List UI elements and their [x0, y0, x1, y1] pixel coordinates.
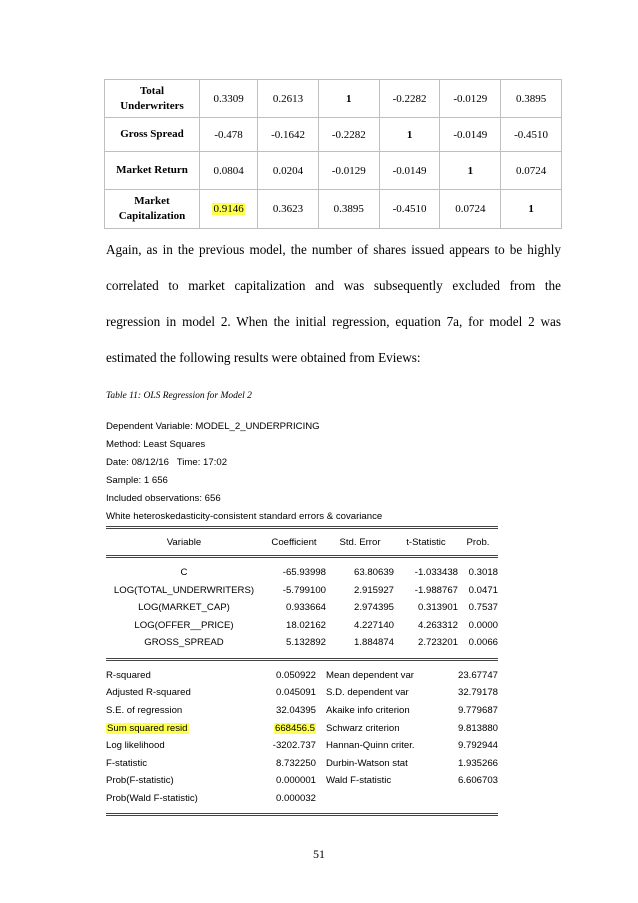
- stat-value: -3202.737: [272, 740, 316, 752]
- std-error-value: 4.227140: [353, 619, 394, 631]
- table-cell: -0.0129: [440, 80, 501, 118]
- stat-row: [106, 684, 498, 702]
- stat-row: [106, 754, 498, 772]
- stat-row: [106, 719, 498, 737]
- stat-label: F-statistic: [106, 757, 148, 769]
- table-row: [105, 190, 562, 229]
- table-cell: 0.0204: [258, 152, 319, 190]
- stat-value: 32.04395: [275, 704, 316, 716]
- t-statistic-value: 2.723201: [417, 637, 458, 649]
- stat-label: Wald F-statistic: [326, 775, 392, 787]
- table-row: [105, 152, 562, 190]
- table-cell: 1: [440, 152, 501, 190]
- table-cell: 0.3309: [200, 80, 258, 118]
- table-caption: Table 11: OLS Regression for Model 2: [106, 391, 252, 401]
- table-row: [105, 80, 562, 118]
- table-cell: -0.4510: [501, 118, 562, 152]
- table-row: [106, 564, 498, 582]
- highlighted-value: 668456.5: [274, 722, 315, 734]
- row-label: Total Underwriters: [105, 80, 200, 118]
- meta-line: Included observations: 656: [106, 493, 221, 504]
- stat-row: [106, 702, 498, 720]
- table-cell: 0.3895: [318, 190, 379, 229]
- stat-value: 0.000001: [275, 775, 316, 787]
- header-std-error: Std. Error: [339, 536, 381, 548]
- variable-name: LOG(OFFER__PRICE): [134, 619, 234, 631]
- page-number: 51: [313, 847, 325, 861]
- table-row: [106, 634, 498, 652]
- stat-row: [106, 790, 498, 808]
- table-cell: 0.0804: [200, 152, 258, 190]
- stat-label: R-squared: [106, 669, 151, 681]
- t-statistic-value: 4.263312: [417, 619, 458, 631]
- row-label: Market Capitalization: [105, 190, 200, 229]
- table-cell: -0.2282: [379, 80, 440, 118]
- stat-value: 23.67747: [457, 669, 498, 681]
- stat-label: Prob(F-statistic): [106, 775, 174, 787]
- stat-value: 6.606703: [457, 775, 498, 787]
- table-cell: 0.3895: [501, 80, 562, 118]
- stat-label: Adjusted R-squared: [106, 687, 191, 699]
- row-label: Gross Spread: [105, 118, 200, 152]
- stat-value: 0.045091: [275, 687, 316, 699]
- stat-row: [106, 667, 498, 685]
- std-error-value: 1.884874: [353, 637, 394, 649]
- prob-value: 0.0471: [468, 584, 498, 596]
- stat-value: 0.000032: [275, 792, 316, 804]
- stat-value: 9.813880: [457, 722, 498, 734]
- stat-label: S.D. dependent var: [326, 687, 409, 699]
- stat-value: 1.935266: [457, 757, 498, 769]
- meta-line: Method: Least Squares: [106, 439, 206, 450]
- stat-label: S.E. of regression: [106, 704, 183, 716]
- variable-name: LOG(TOTAL_UNDERWRITERS): [113, 584, 255, 596]
- table-cell: -0.0149: [440, 118, 501, 152]
- stat-value: 9.792944: [457, 740, 498, 752]
- coefficient-value: -5.799100: [282, 584, 326, 596]
- row-label: Market Return: [105, 152, 200, 190]
- header-prob: Prob.: [466, 536, 490, 548]
- std-error-value: 2.915927: [353, 584, 394, 596]
- table-cell: -0.4510: [379, 190, 440, 229]
- table-cell: 0.0724: [440, 190, 501, 229]
- table-cell: 0.3623: [258, 190, 319, 229]
- coefficient-header: [106, 529, 498, 555]
- table-cell: 0.0724: [501, 152, 562, 190]
- coefficient-value: -65.93998: [282, 567, 326, 579]
- highlighted-label: Sum squared resid: [107, 722, 188, 734]
- stat-label: Log likelihood: [106, 740, 165, 752]
- stat-label: Schwarz criterion: [326, 722, 400, 734]
- stat-label: [106, 723, 250, 734]
- stat-label: Hannan-Quinn criter.: [326, 740, 415, 752]
- table-cell: 0.2613: [258, 80, 319, 118]
- table-row: [106, 582, 498, 600]
- stat-row: [106, 772, 498, 790]
- prob-value: 0.0066: [468, 637, 498, 649]
- regression-output: [106, 418, 498, 816]
- table-row: [106, 599, 498, 617]
- table-row: [105, 118, 562, 152]
- coefficient-value: 0.933664: [285, 602, 326, 614]
- table-cell: 1: [379, 118, 440, 152]
- double-rule: [106, 813, 498, 816]
- stat-row: [106, 737, 498, 755]
- table-cell: -0.478: [200, 118, 258, 152]
- prob-value: 0.3018: [468, 567, 498, 579]
- prob-value: 0.0000: [468, 619, 498, 631]
- header-t-statistic: t-Statistic: [406, 536, 446, 548]
- variable-name: LOG(MARKET_CAP): [138, 602, 230, 614]
- table-cell: [200, 190, 258, 229]
- stat-label: Prob(Wald F-statistic): [106, 792, 198, 804]
- header-coefficient: Coefficient: [271, 536, 317, 548]
- correlation-table: [104, 79, 562, 229]
- coefficient-value: 5.132892: [285, 637, 326, 649]
- table-cell: -0.0149: [379, 152, 440, 190]
- meta-line: White heteroskedasticity-consistent standard errors & covariance: [106, 511, 383, 522]
- variable-name: C: [180, 567, 188, 579]
- stat-value: 8.732250: [275, 757, 316, 769]
- std-error-value: 2.974395: [353, 602, 394, 614]
- prob-value: 0.7537: [468, 602, 498, 614]
- header-variable: Variable: [166, 536, 202, 548]
- meta-line: Sample: 1 656: [106, 475, 168, 486]
- table-cell: -0.2282: [318, 118, 379, 152]
- meta-line: Dependent Variable: MODEL_2_UNDERPRICING: [106, 421, 320, 432]
- stat-label: Durbin-Watson stat: [326, 757, 408, 769]
- table-row: [106, 617, 498, 635]
- stat-value: 0.050922: [275, 669, 316, 681]
- table-cell: 1: [501, 190, 562, 229]
- body-paragraph: Again, as in the previous model, the number of shares issued appears to be highly correlated to market capitalization and was subsequently excluded from the regression in model 2. When the initial regression, equation 7a, for model 2 was estimated the following results were obtained from Eviews:: [106, 242, 561, 365]
- t-statistic-value: -1.988767: [414, 584, 458, 596]
- stat-label: Mean dependent var: [326, 669, 415, 681]
- stat-value: 32.79178: [457, 687, 498, 699]
- table-cell: 1: [318, 80, 379, 118]
- std-error-value: 63.80639: [353, 567, 394, 579]
- meta-line: Date: 08/12/16 Time: 17:02: [106, 457, 228, 468]
- table-cell: -0.0129: [318, 152, 379, 190]
- highlighted-value: 0.9146: [213, 203, 244, 215]
- t-statistic-value: -1.033438: [414, 567, 458, 579]
- stat-value: [250, 723, 316, 734]
- variable-name: GROSS_SPREAD: [144, 637, 224, 649]
- table-cell: -0.1642: [258, 118, 319, 152]
- stat-label: Akaike info criterion: [326, 704, 410, 716]
- t-statistic-value: 0.313901: [417, 602, 458, 614]
- coefficient-value: 18.02162: [285, 619, 326, 631]
- stat-value: 9.779687: [457, 704, 498, 716]
